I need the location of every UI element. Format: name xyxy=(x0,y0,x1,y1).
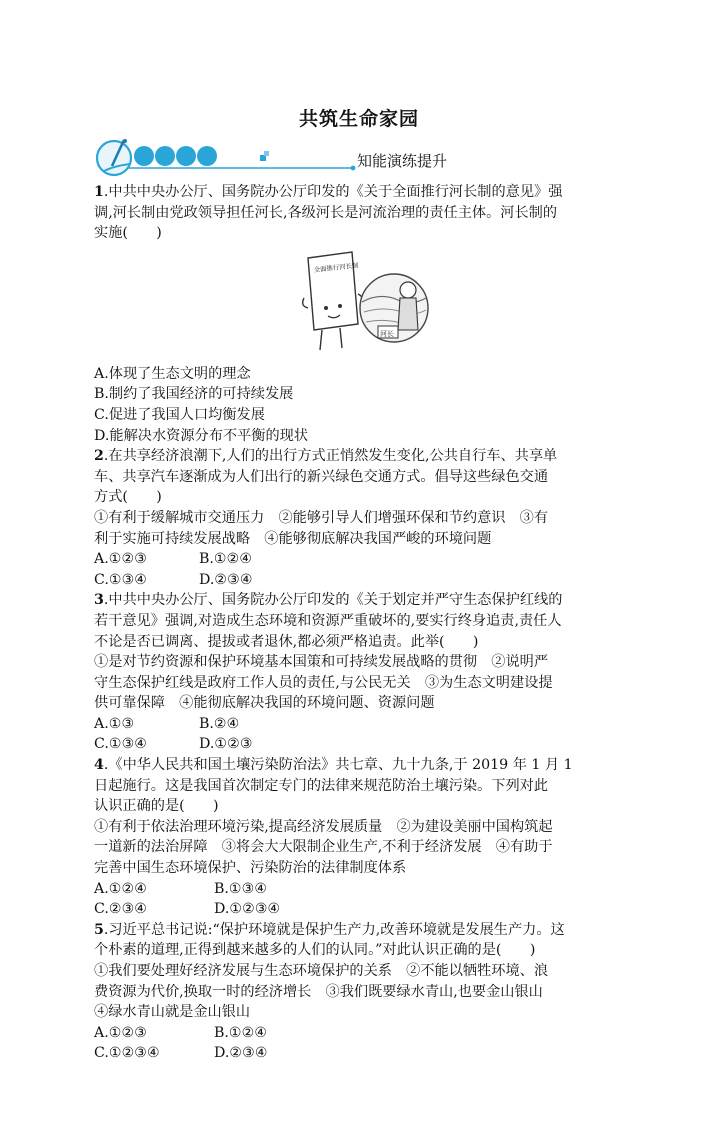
option-row xyxy=(94,1023,634,1044)
stem-text: 实施( ) xyxy=(94,225,162,242)
question-stem-line xyxy=(94,632,634,653)
stem-text: 若干意见》强调,对造成生态环境和资源严重破坏的,要实行终身追责,责任人 xyxy=(94,612,562,629)
statement-line: 供可靠保障 ④能彻底解决我国的环境问题、资源问题 xyxy=(94,695,435,712)
answer-option[interactable]: C.①③④ xyxy=(94,571,148,588)
answer-option[interactable]: B.①②④ xyxy=(214,1024,268,1041)
option-row xyxy=(94,879,634,900)
question-number: 4 xyxy=(94,757,104,774)
section-header xyxy=(94,138,564,182)
answer-option[interactable]: B.①②④ xyxy=(199,551,253,568)
statement-line: ④绿水青山就是金山银山 xyxy=(94,1004,251,1021)
answer-option[interactable]: C.①③④ xyxy=(94,736,148,753)
question xyxy=(94,182,634,446)
question-stem-line xyxy=(94,487,634,508)
question-number: 3 xyxy=(94,592,104,609)
statement-line: ①有利于缓解城市交通压力 ②能够引导人们增强环保和节约意识 ③有 xyxy=(94,509,549,526)
illustration xyxy=(94,250,634,360)
badge-text: 河长 xyxy=(380,329,394,338)
answer-option[interactable]: C.①②③④ xyxy=(94,1045,160,1062)
statement-line: ①有利于依法治理环境污染,提高经济发展质量 ②为建设美丽中国构筑起 xyxy=(94,818,553,835)
answer-option[interactable]: A.①②③ xyxy=(94,551,147,568)
question-stem-line xyxy=(94,182,634,203)
square-icon xyxy=(260,151,269,161)
option-row xyxy=(94,549,634,570)
pen-icon xyxy=(97,139,131,175)
statement-line: ①我们要处理好经济发展与生态环境保护的关系 ②不能以牺牲环境、浪 xyxy=(94,963,549,979)
stem-text: 日起施行。这是我国首次制定专门的法律来规范防治土壤污染。下列对此 xyxy=(94,777,549,794)
question-stem-line xyxy=(94,755,634,776)
question-stem-line xyxy=(94,611,634,632)
question xyxy=(94,920,634,1064)
answer-option[interactable]: D.①②③ xyxy=(199,736,253,753)
stem-text: 不论是否已调离、提拔或者退休,都必须严格追责。此举( ) xyxy=(94,633,479,650)
stem-text: .在共享经济浪潮下,人们的出行方式正悄然发生变化,公共自行车、共享单 xyxy=(103,448,558,465)
answer-option[interactable]: D.能解决水资源分布不平衡的现状 xyxy=(94,427,309,444)
question-number: 2 xyxy=(94,448,104,465)
question-stem-line xyxy=(94,203,634,224)
stem-text: 认识正确的是( ) xyxy=(94,798,219,815)
answer-option[interactable]: C.②③④ xyxy=(94,901,148,918)
stem-text: 方式( ) xyxy=(94,489,162,506)
stem-text: 个朴素的道理,正得到越来越多的人们的认同。”对此认识正确的是( ) xyxy=(94,942,536,959)
stem-text: .中共中央办公厅、国务院办公厅印发的《关于全面推行河长制的意见》强 xyxy=(103,184,563,200)
dots-decoration xyxy=(134,146,217,166)
question xyxy=(94,590,634,755)
stem-text: 调,河长制由党政领导担任河长,各级河长是河流治理的责任主体。河长制的 xyxy=(94,204,558,221)
question-number: 5 xyxy=(94,921,104,938)
question-stem-line xyxy=(94,590,634,611)
stem-text: .《中华人民共和国土壤污染防治法》共七章、九十九条,于 2019 年 1 月 1 xyxy=(103,757,573,774)
question-stem-line xyxy=(94,920,634,941)
answer-option[interactable]: A.①②③ xyxy=(94,1024,147,1041)
option-row xyxy=(94,734,634,755)
option-row xyxy=(94,570,634,591)
statement-line: 一道新的法治屏障 ③将会大大限制企业生产,不利于经济发展 ④有助于 xyxy=(94,839,553,856)
stem-text: 车、共享汽车逐渐成为人们出行的新兴绿色交通方式。倡导这些绿色交通 xyxy=(94,468,549,485)
question xyxy=(94,446,634,590)
stem-text: .中共中央办公厅、国务院办公厅印发的《关于划定并严守生态保护红线的 xyxy=(103,592,563,609)
answer-option[interactable]: A.①②④ xyxy=(94,880,147,897)
answer-option[interactable]: D.②③④ xyxy=(214,1045,268,1062)
section-label: 知能演练提升 xyxy=(357,152,448,170)
statement-line: 费资源为代价,换取一时的经济增长 ③我们既要绿水青山,也要金山银山 xyxy=(94,983,543,1000)
option-row xyxy=(94,1043,634,1064)
question-list xyxy=(94,182,634,1064)
document-icon xyxy=(303,252,364,350)
answer-option[interactable]: C.促进了我国人口均衡发展 xyxy=(94,406,265,423)
statement-line: 守生态保护红线是政府工作人员的责任,与公民无关 ③为生态文明建设提 xyxy=(94,674,553,691)
answer-option[interactable]: B.制约了我国经济的可持续发展 xyxy=(94,386,294,403)
river-chief-illustration xyxy=(300,250,430,356)
stem-text: .习近平总书记说:“保护环境就是保护生产力,改善环境就是发展生产力。这 xyxy=(103,921,565,938)
question-stem-line xyxy=(94,446,634,467)
statement-line: ①是对节约资源和保护环境基本国策和可持续发展战略的贯彻 ②说明严 xyxy=(94,654,549,671)
statement-line: 利于实施可持续发展战略 ④能够彻底解决我国严峻的环境问题 xyxy=(94,530,492,547)
question-stem-line xyxy=(94,796,634,817)
question xyxy=(94,755,634,920)
answer-option[interactable]: D.①②③④ xyxy=(214,901,281,918)
answer-option[interactable]: B.②④ xyxy=(199,715,240,732)
river-scene-icon xyxy=(360,274,428,342)
header-decoration xyxy=(94,138,564,182)
answer-option[interactable]: A.①③ xyxy=(94,715,135,732)
option-row xyxy=(94,714,634,735)
question-stem-line xyxy=(94,223,634,244)
document-text: 全面推行河长制 xyxy=(313,261,359,274)
question-stem-line xyxy=(94,776,634,797)
option-row xyxy=(94,899,634,920)
statement-line: 完善中国生态环境保护、污染防治的法律制度体系 xyxy=(94,860,407,877)
question-number: 1 xyxy=(94,184,104,200)
page-title: 共筑生命家园 xyxy=(298,108,419,130)
answer-option[interactable]: B.①③④ xyxy=(214,880,268,897)
answer-option[interactable]: A.体现了生态文明的理念 xyxy=(94,365,251,382)
answer-option[interactable]: D.②③④ xyxy=(199,571,253,588)
question-stem-line xyxy=(94,940,634,961)
question-stem-line xyxy=(94,467,634,488)
